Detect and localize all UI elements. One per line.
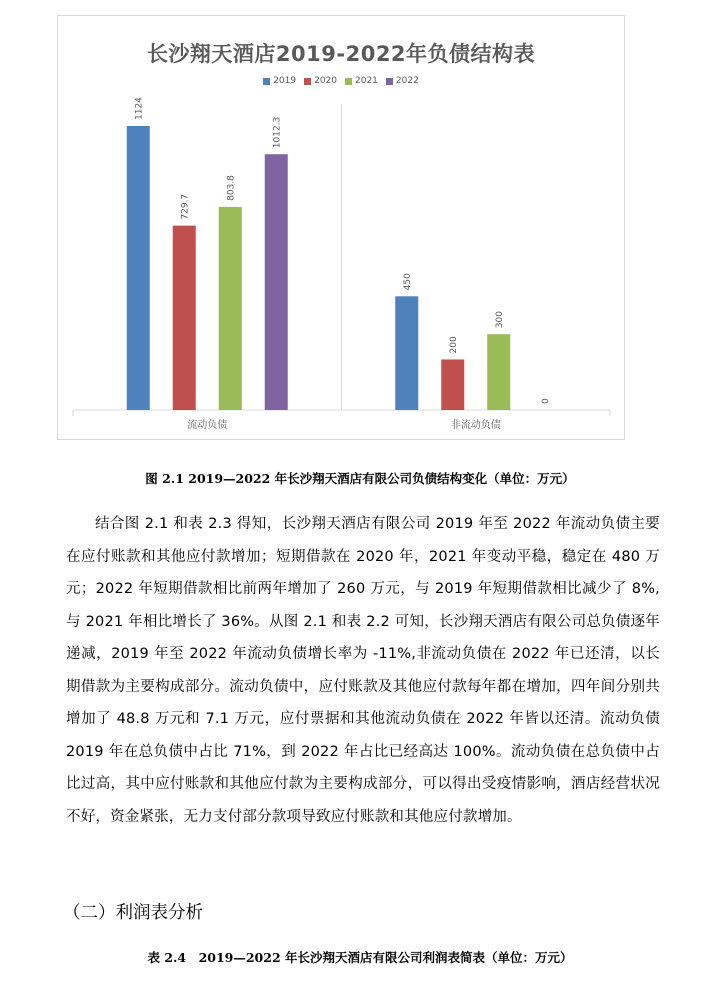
category-label-0: 流动负债	[187, 420, 228, 431]
legend-label-2022: 2022	[395, 76, 419, 86]
chart-title: 长沙翔天酒店2019-2022年负债结构表	[146, 42, 536, 66]
figure-caption: 图 2.1 2019—2022 年长沙翔天酒店有限公司负债结构变化（单位：万元）	[145, 471, 575, 486]
legend-label-2019: 2019	[273, 76, 297, 86]
bar-2019-0	[127, 126, 150, 410]
bar-2020-0	[173, 226, 196, 410]
data-label-2021-1: 300	[494, 311, 505, 329]
chart-container	[57, 15, 625, 440]
data-label-2020-0: 729.7	[180, 193, 191, 220]
chart-plot	[58, 16, 624, 439]
data-label-2020-1: 200	[448, 336, 459, 354]
section-heading: （二）利润表分析	[63, 903, 203, 923]
body-paragraph: 结合图 2.1 和表 2.3 得知，长沙翔天酒店有限公司 2019 年至 2022 年流动负债主要在应付账款和其他应付款增加；短期借款在 2020 年，2021 年变动平稳，稳定在 480 万元；2022 年短期借款相比前两年增加了 260 万元，与 2019 年短期借款相比减少了 8%,与 2021 年相比增长了 36%。从图 2.1 和表 2.2 可知，长沙翔天酒店有限公司总负债逐年递减，2019 年至 2022 年流动负债增长率为 -11%,非流动负债在 2022 年已还清，以长期借款为主要构成部分。流动负债中，应付账款及其他应付款每年都在增加，四年间分别共增加了 48.8 万元和 7.1 万元，应付票据和其他流动负债在 2022 年皆以还清。流动负债 2019 年在总负债中占比 71%，到 2022 年占比已经高达 100%。流动负债在总负债中占比过高，其中应付账款和其他应付款为主要构成部分，可以得出受疫情影响，酒店经营状况不好，资金紧张，无力支付部分款项导致应付账款和其他应付款增加。	[66, 516, 660, 825]
legend-label-2021: 2021	[355, 76, 378, 86]
data-label-2022-1: 0	[540, 398, 551, 404]
bar-2019-1	[395, 296, 418, 410]
bar-2021-1	[487, 334, 510, 410]
data-label-2019-0: 1124	[134, 97, 145, 120]
bar-2022-0	[265, 154, 288, 410]
category-label-1: 非流动负债	[450, 420, 501, 431]
bar-2020-1	[441, 359, 464, 410]
table-caption: 表 2.4 2019—2022 年长沙翔天酒店有限公司利润表简表（单位：万元）	[147, 950, 573, 965]
data-label-2021-0: 803.8	[226, 175, 237, 201]
legend-label-2020: 2020	[314, 76, 337, 86]
data-label-2019-1: 450	[402, 273, 413, 291]
bar-2021-0	[219, 207, 242, 410]
data-label-2022-0: 1012.3	[272, 116, 283, 149]
